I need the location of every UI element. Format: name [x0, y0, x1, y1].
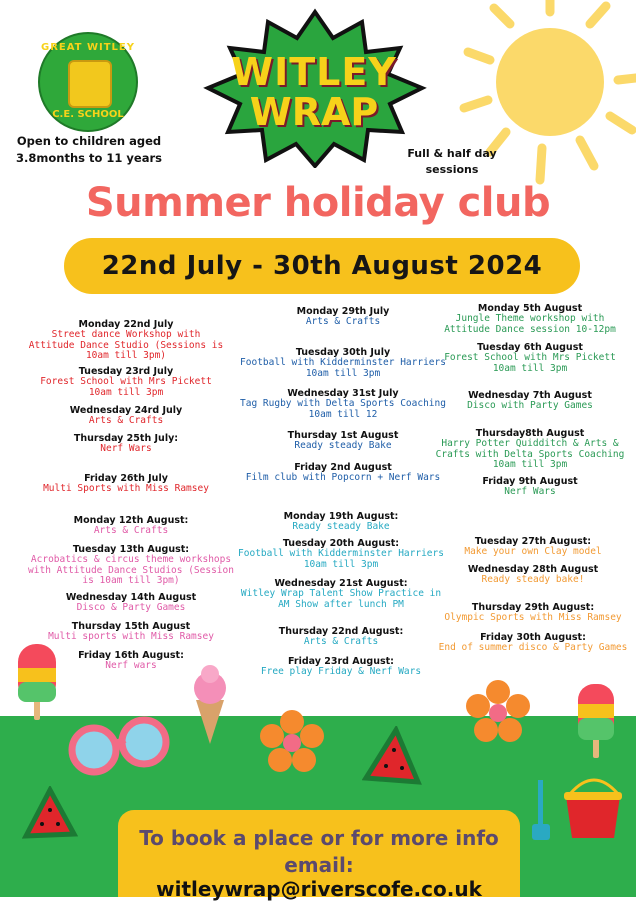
schedule-item: [238, 430, 448, 452]
date-range: 22nd July - 30th August 2024: [101, 251, 543, 281]
schedule-activity: Acrobatics & circus theme workshops with Attitude Dance Studios (Session is 10am till 3pm): [28, 554, 234, 586]
booking-text: To book a place or for more info: [139, 826, 499, 850]
schedule-item: [238, 578, 444, 610]
schedule-activity: Nerf wars: [105, 660, 157, 671]
page-title: Summer holiday club: [85, 180, 551, 226]
schedule-day: Friday 26th July: [84, 473, 168, 484]
schedule-day: Friday 9th August: [482, 476, 578, 487]
schedule-day: Wednesday 14th August: [65, 592, 197, 603]
schedule-activity: Football with Kidderminster Harriers 10am till 3pm: [238, 548, 444, 570]
schedule-item: [430, 536, 636, 558]
schedule-item: [238, 306, 448, 328]
schedule-activity: Multi Sports with Miss Ramsey: [43, 483, 209, 494]
schedule-day: Tuesday 27th August:: [474, 536, 592, 547]
schedule-activity: End of summer disco & Party Games: [438, 642, 628, 653]
age-info-line2: 3.8months to 11 years: [16, 151, 162, 165]
brand-line1: WITLEY: [231, 50, 397, 94]
schedule-day: Monday 22nd July: [78, 319, 174, 330]
schedule-item: [432, 303, 628, 335]
schedule-day: Monday 5th August: [477, 303, 583, 314]
schedule-item: [28, 592, 234, 614]
schedule-day: Tuesday 23rd July: [78, 366, 174, 377]
schedule-day: Thursday 22nd August:: [278, 626, 404, 637]
schedule-item: [238, 626, 444, 648]
schedule-activity: Tag Rugby with Delta Sports Coaching 10am till 12: [240, 398, 446, 420]
schedule-item: [28, 366, 224, 398]
schedule-item: [430, 632, 636, 654]
schedule-item: [238, 347, 448, 379]
flower-icon: [466, 680, 530, 744]
schedule-day: Monday 19th August:: [283, 511, 399, 522]
schedule-activity: Ready steady Bake: [294, 440, 392, 451]
schedule-activity: Nerf Wars: [504, 486, 556, 497]
schedule-activity: Olympic Sports with Miss Ramsey: [444, 612, 622, 623]
schedule-day: Thursday 25th July:: [73, 433, 179, 444]
schedule-activity: Multi sports with Miss Ramsey: [48, 631, 214, 642]
schedule-day: Thursday 1st August: [287, 430, 399, 441]
schedule-activity: Arts & Crafts: [93, 525, 169, 536]
schedule-item: [28, 405, 224, 427]
schedule-day: Monday 29th July: [296, 306, 390, 317]
schedule-item: [238, 388, 448, 420]
schedule-item: [238, 538, 444, 570]
schedule-item: [28, 473, 224, 495]
schedule-day: Tuesday 6th August: [477, 342, 583, 353]
schedule-activity: Football with Kidderminster Harriers 10am till 3pm: [240, 357, 446, 379]
sunglasses-icon: [60, 716, 178, 776]
schedule-day: Monday 12th August:: [73, 515, 189, 526]
schedule-activity: Jungle Theme workshop with Attitude Dance session 10-12pm: [444, 313, 616, 335]
age-info: [10, 133, 168, 167]
schedule-item: [430, 602, 636, 624]
ice-lolly-icon: [14, 640, 60, 722]
schedule-activity: Free play Friday & Nerf Wars: [260, 666, 422, 677]
schedule-activity: Nerf Wars: [100, 443, 152, 454]
logo-top-text: GREAT WITLEY: [40, 42, 136, 53]
email-link[interactable]: witleywrap@riverscofe.co.uk: [156, 877, 482, 901]
schedule-item: [432, 428, 628, 471]
schedule-activity: Forest School with Mrs Pickett 10am till 3pm: [444, 352, 616, 374]
school-logo: [38, 32, 138, 132]
schedule-item: [432, 390, 628, 412]
schedule-day: Wednesday 31st July: [287, 388, 399, 399]
ice-lolly-icon: [574, 680, 618, 760]
crest-icon: [68, 60, 112, 108]
schedule-day: Friday 16th August:: [78, 650, 184, 661]
schedule-activity: Ready steady bake!: [481, 574, 585, 585]
bucket-and-spade-icon: [530, 772, 630, 844]
ice-cream-icon: [190, 664, 230, 746]
schedule-day: Tuesday 13th August:: [72, 544, 190, 555]
booking-email: [118, 853, 520, 901]
schedule-activity: Make your own Clay model: [464, 546, 602, 557]
schedule-day: Thursday 29th August:: [471, 602, 595, 613]
sessions-info: [392, 146, 512, 178]
schedule-activity: Arts & Crafts: [88, 415, 164, 426]
schedule-activity: Arts & Crafts: [303, 636, 379, 647]
sessions-info-line1: Full & half day: [407, 147, 497, 160]
watermelon-icon: [362, 726, 422, 788]
schedule-day: Tuesday 30th July: [295, 347, 391, 358]
schedule-activity: Ready steady Bake: [292, 521, 390, 532]
schedule-activity: Disco with Party Games: [467, 400, 593, 411]
email-label: email:: [284, 853, 354, 877]
schedule-activity: Disco & Party Games: [76, 602, 186, 613]
schedule-item: [238, 462, 448, 484]
schedule-day: Thursday8th August: [475, 428, 585, 439]
schedule-activity: Street dance Workshop with Attitude Dance Studio (Sessions is 10am till 3pm): [28, 329, 224, 361]
schedule-item: [28, 544, 234, 587]
schedule-activity: Witley Wrap Talent Show Practice in AM Show after lunch PM: [240, 588, 442, 610]
schedule-item: [28, 319, 224, 362]
age-info-line1: Open to children aged: [16, 134, 162, 148]
schedule-day: Wednesday 21st August:: [274, 578, 408, 589]
schedule-item: [28, 515, 234, 537]
schedule-day: Friday 23rd August:: [288, 656, 394, 667]
schedule-item: [238, 511, 444, 533]
schedule-day: Wednesday 7th August: [468, 390, 592, 401]
schedule-activity: Forest School with Mrs Pickett 10am till 3pm: [40, 376, 212, 398]
schedule-item: [432, 342, 628, 374]
schedule-activity: Arts & Crafts: [305, 316, 381, 327]
schedule-day: Thursday 15th August: [71, 621, 191, 632]
schedule-activity: Harry Potter Quidditch & Arts & Crafts with Delta Sports Coaching 10am till 3pm: [435, 438, 625, 470]
logo-bottom-text: C.E. SCHOOL: [52, 109, 124, 120]
schedule-day: Wednesday 24rd July: [69, 405, 183, 416]
schedule-item: [432, 476, 628, 498]
schedule-item: [238, 656, 444, 678]
schedule-day: Friday 30th August:: [480, 632, 586, 643]
schedule-day: Tuesday 20th August:: [282, 538, 400, 549]
schedule-item: [430, 564, 636, 586]
flower-icon: [260, 710, 324, 774]
sessions-info-line2: sessions: [425, 163, 479, 176]
schedule-day: Wednesday 28th August: [467, 564, 599, 575]
schedule-day: Friday 2nd August: [294, 462, 392, 473]
schedule-item: [28, 433, 224, 455]
watermelon-icon: [22, 786, 78, 850]
schedule-activity: Film club with Popcorn + Nerf Wars: [245, 472, 441, 483]
brand-line2: WRAP: [249, 90, 379, 134]
